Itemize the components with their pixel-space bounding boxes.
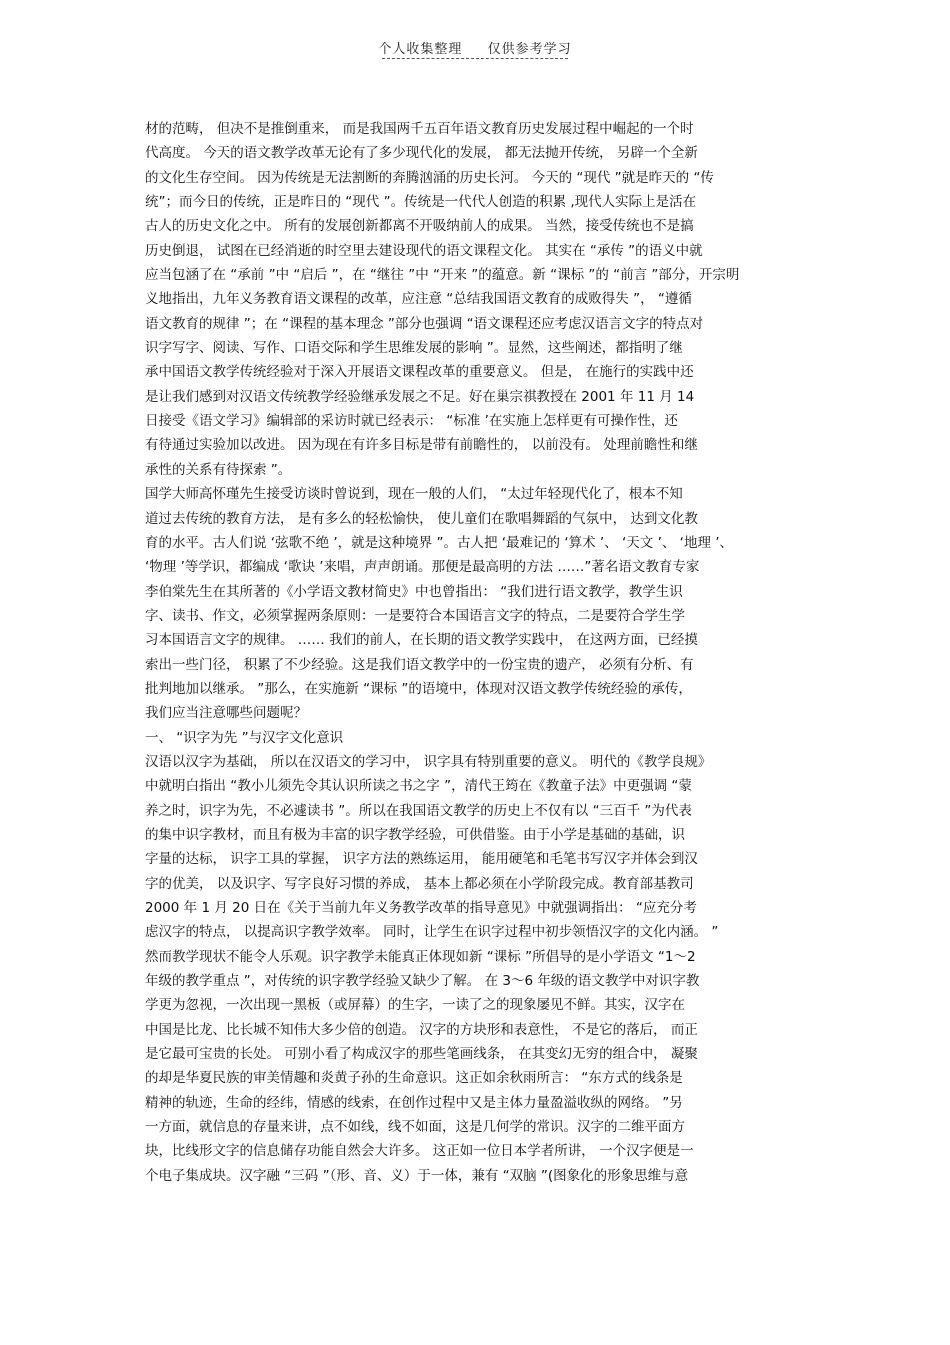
text-line: 养之时，识字为先，不必遽读书 ”。所以在我国语文教学的历史上不仅有以 “三百千 ”为代表 (145, 802, 692, 819)
text-line: 2000 年 1 月 20 日在《关于当前九年义务教学改革的指导意见》中就强调指出： “应充分考 (145, 900, 697, 916)
text-line: 学更为忽视，一次出现一黑板（或屏幕）的生字，一读了之的现象屡见不鲜。其实，汉字在 (145, 997, 685, 1014)
text-line: 语文教育的规律 ”；在 “课程的基本理念 ”部分也强调 “语文课程还应考虑汉语言文字的特点对 (145, 315, 704, 332)
text-line: 国学大师高怀瑾先生接受访谈时曾说到，现在一般的人们， “太过年轻现代化了，根本不知 (145, 486, 683, 503)
text-line: 字的优美， 以及识字、写字良好习惯的养成， 基本上都必须在小学阶段完成。教育部基教司 (145, 875, 694, 892)
section-heading: 一、 “识字为先 ”与汉字文化意识 (145, 729, 344, 746)
text-line: 日接受《语文学习》编辑部的采访时就已经表示： “标准 ’在实施上怎样更有可操作性，还 (145, 413, 678, 430)
text-line: 承中国语文教学传统经验对于深入开展语文课程改革的重要意义。 但是， 在施行的实践中还 (145, 364, 694, 381)
text-line: ‘物理 ’等学识，都编成 ‘歌诀 ’来唱，声声朗诵。那便是最高明的方法 ……”著名语文教育专家 (145, 559, 700, 576)
header-right-text: 仅供参考学习 (487, 42, 572, 57)
text-line: 应当包涵了在 “承前 ”中 “启后 ”，在 “继往 ”中 “开来 ”的蕴意。新 “课标 ”的 “前言 ”部分，开宗明 (145, 267, 740, 284)
text-line: 索出一些门径， 积累了不少经验。这是我们语文教学中的一份宝贵的遗产， 必须有分析、有 (145, 656, 694, 673)
text-line: 我们应当注意哪些问题呢？ (145, 705, 307, 722)
text-line: 年级的教学重点 ”，对传统的识字教学经验又缺少了解。 在 3～6 年级的语文教学中对识字教 (145, 973, 700, 990)
text-line: 识字写字、阅读、写作、口语交际和学生思维发展的影响 ”。显然，这些阐述，都指明了继 (145, 340, 683, 357)
text-line: 批判地加以继承。 ”那么，在实施新 “课标 ”的语境中，体现对汉语文教学传统经验的承传， (145, 680, 692, 697)
text-line: 的集中识字教材，而且有极为丰富的识字教学经验，可供借鉴。由于小学是基础的基础，识 (145, 826, 685, 843)
text-line: 中国是比龙、比长城不知伟大多少倍的创造。 汉字的方块形和表意性， 不是它的落后， 而正 (145, 1021, 698, 1038)
text-line: 代高度。 今天的语文教学改革无论有了多少现代化的发展， 都无法抛开传统， 另辟一个全新 (145, 145, 698, 162)
text-line: 李伯棠先生在其所著的《小学语文教材简史》中也曾指出： “我们进行语文教学，教学生识 (145, 583, 683, 600)
text-line: 字、读书、作文，必须掌握两条原则：一是要符合本国语言文字的特点，二是要符合学生学 (145, 607, 685, 624)
text-line: 一方面，就信息的存量来讲，点不如线，线不如面，这是几何学的常识。汉字的二维平面方 (145, 1119, 685, 1136)
page-header (0, 38, 950, 57)
text-line: 有待通过实验加以改进。 因为现在有许多目标是带有前瞻性的， 以前没有。 处理前瞻性和继 (145, 437, 698, 454)
text-line: 的却是华夏民族的审美情趣和炎黄子孙的生命意识。这正如余秋雨所言： “东方式的线条是 (145, 1070, 683, 1087)
text-line: 字量的达标， 识字工具的掌握， 识字方法的熟练运用， 能用硬笔和毛笔书写汉字并体会到汉 (145, 851, 698, 868)
text-line: 然而教学现状不能令人乐观。识字教学未能真正体现如新 “课标 ”所倡导的是小学语文 “1～2 (145, 948, 696, 965)
text-line: 习本国语言文字的规律。 …… 我们的前人，在长期的语文教学实践中， 在这两方面，已经摸 (145, 632, 698, 649)
text-line: 中就明白指出 “教小儿须先令其认识所读之书之字 ”，清代王筠在《教童子法》中更强调 “蒙 (145, 778, 692, 795)
text-line: 精神的轨迹，生命的经纬，情感的线索，在创作过程中又是主体力量盈溢收纵的网络。 ”另 (145, 1094, 683, 1111)
text-line: 古人的历史文化之中。 所有的发展创新都离不开吸纳前人的成果。 当然，接受传统也不是搞 (145, 218, 694, 235)
text-line: 材的范畴， 但决不是推倒重来， 而是我国两千五百年语文教育历史发展过程中崛起的一个时 (145, 121, 694, 137)
header-left-text: 个人收集整理 (378, 42, 463, 57)
text-line: 是它最可宝贵的长处。 可别小看了构成汉字的那些笔画线条， 在其变幻无穷的组合中， 凝聚 (145, 1046, 698, 1063)
text-line: 承性的关系有待探索 ”。 (145, 461, 292, 478)
header-divider (382, 58, 568, 59)
text-line: 是让我们感到对汉语文传统教学经验继承发展之不足。好在巢宗祺教授在 2001 年 11 月 14 (145, 388, 695, 405)
text-line: 统”；而今日的传统，正是昨日的 “现代 ”。传统是一代代人创造的积累 ,现代人实际上是活在 (145, 194, 697, 211)
text-line: 虑汉字的特点， 以提高识字教学效率。 同时，让学生在识字过程中初步领悟汉字的文化内涵。 ” (145, 924, 719, 941)
text-line: 义地指出，九年义务教育语文课程的改革，应注意 “总结我国语文教育的成败得失 ”， “遵循 (145, 291, 692, 308)
text-line: 道过去传统的教育方法， 是有多么的轻松愉快， 使儿童们在歌唱舞蹈的气氛中， 达到文化教 (145, 510, 698, 527)
text-line: 的文化生存空间。 因为传统是无法割断的奔腾汹涌的历史长河。 今天的 “现代 ”就是昨天的 “传 (145, 169, 714, 186)
text-line: 个电子集成块。汉字融 “三码 ”（形、音、义）于一体，兼有 “双脑 ”(图象化的形象思维与意 (145, 1167, 689, 1184)
body-text (145, 117, 810, 1188)
text-line: 历史倒退， 试图在已经消逝的时空里去建设现代的语文课程文化。 其实在 “承传 ”的语义中就 (145, 242, 703, 259)
text-line: 块，比线形文字的信息储存功能自然会大许多。 这正如一位日本学者所讲， 一个汉字便是一 (145, 1143, 694, 1160)
text-line: 育的水平。古人们说 ‘弦歌不绝 ’，就是这种境界 ”。古人把 ‘最难记的 ‘算术 ’、 ‘天文 ’、 ‘地理 ’、 (145, 534, 734, 551)
text-line: 汉语以汉字为基础， 所以在汉语文的学习中， 识字具有特别重要的意义。 明代的《教学良规》 (145, 753, 712, 770)
